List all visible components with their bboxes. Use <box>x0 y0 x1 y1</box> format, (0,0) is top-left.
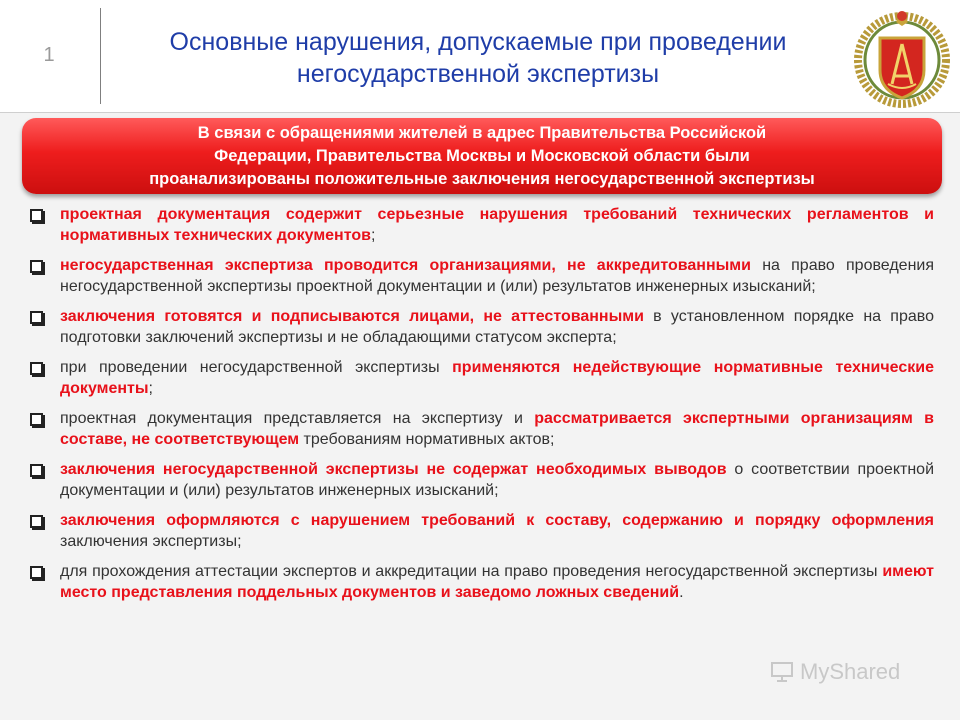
highlighted-text: заключения готовятся и подписываются лицами, не аттестованными <box>60 308 644 325</box>
item-text: для прохождения аттестации экспертов и аккредитации на право проведения негосударственной экспертизы <box>60 563 883 580</box>
item-text: ; <box>148 380 153 397</box>
list-item <box>30 510 934 552</box>
coat-of-arms-icon <box>852 4 952 108</box>
item-text: в установленном порядке на право подготовки заключений экспертизы и не обладающими статусом эксперта; <box>60 308 934 346</box>
title-line-2: негосударственной экспертизы <box>296 60 660 88</box>
item-text: о соответствии проектной документации и (или) результатов инженерных изысканий; <box>60 461 935 499</box>
highlighted-text: заключения оформляются с нарушением требований к составу, содержанию и порядку оформления <box>60 512 934 529</box>
item-text: заключения экспертизы; <box>60 533 242 550</box>
banner-text <box>22 122 942 191</box>
checkbox-bullet-icon <box>30 311 43 324</box>
title-line-1: Основные нарушения, допускаемые при проведении <box>169 28 787 56</box>
list-item <box>30 459 934 501</box>
checkbox-bullet-icon <box>30 362 43 375</box>
checkbox-bullet-icon <box>30 209 43 222</box>
banner-line-1: В связи с обращениями жителей в адрес Правительства Российской <box>197 124 767 142</box>
item-text: требованиям нормативных актов; <box>299 431 555 448</box>
highlighted-text: проектная документация содержит серьезные нарушения требований технических регламентов и нормативных технических документов <box>60 206 934 244</box>
highlighted-text: заключения негосударственной экспертизы не содержат необходимых выводов <box>60 461 727 478</box>
slide-header <box>0 0 960 113</box>
banner-line-2: Федерации, Правительства Москвы и Московской области были <box>214 147 750 165</box>
violations-list <box>30 204 934 612</box>
item-text: на право проведения негосударственной экспертизы проектной документации и (или) результатов инженерных изысканий; <box>60 257 935 295</box>
banner-line-3: проанализированы положительные заключения негосударственной экспертизы <box>149 170 815 188</box>
item-text: ; <box>370 227 376 244</box>
list-item <box>30 357 934 399</box>
slide-number: 1 <box>43 44 55 66</box>
list-item <box>30 306 934 348</box>
checkbox-bullet-icon <box>30 464 43 477</box>
item-text: . <box>679 584 684 601</box>
watermark: MyShared <box>800 659 901 684</box>
list-item <box>30 255 934 297</box>
checkbox-bullet-icon <box>30 260 43 273</box>
highlighted-text: негосударственная экспертиза проводится организациями, не аккредитованными <box>60 257 751 274</box>
item-text: проектная документация представляется на экспертизу и <box>60 410 535 427</box>
highlighted-text: применяются недействующие нормативные технические документы <box>60 359 934 397</box>
checkbox-bullet-icon <box>30 566 43 579</box>
checkbox-bullet-icon <box>30 413 43 426</box>
presentation-icon <box>770 662 794 682</box>
header-divider <box>100 8 101 104</box>
slide-title <box>118 26 838 90</box>
item-text: при проведении негосударственной экспертизы <box>60 359 453 376</box>
checkbox-bullet-icon <box>30 515 43 528</box>
info-banner <box>22 118 942 194</box>
highlighted-text: имеют место представления поддельных документов и заведомо ложных сведений <box>60 563 934 601</box>
list-item <box>30 204 934 246</box>
highlighted-text: рассматривается экспертными организациям в составе, не соответствующем <box>60 410 935 448</box>
list-item <box>30 561 934 603</box>
list-item <box>30 408 934 450</box>
